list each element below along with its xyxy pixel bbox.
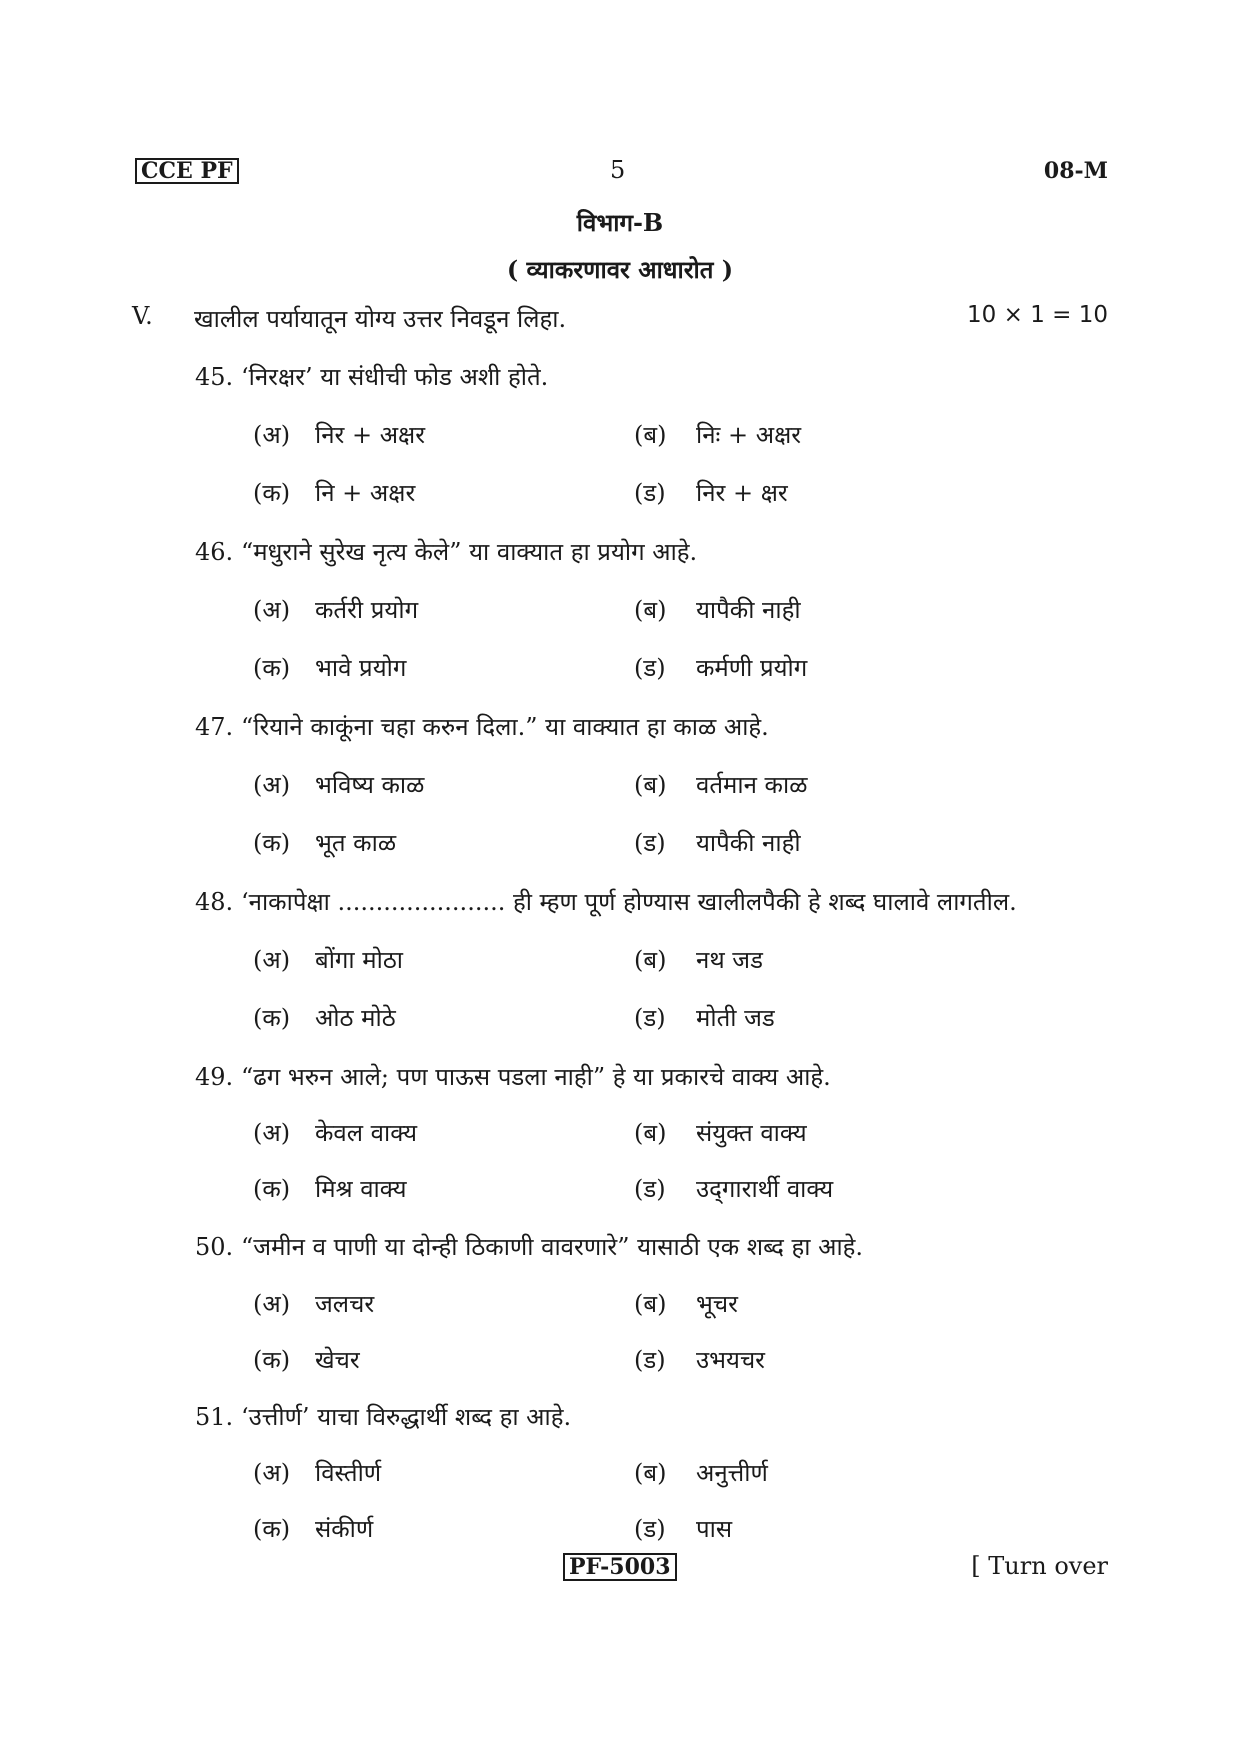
question-number: 45.	[195, 363, 234, 391]
option-label: (अ)	[253, 421, 291, 449]
instruction-text: खालील पर्यायातून योग्य उत्तर निवडून लिहा.	[194, 305, 567, 333]
option-text: नि + अक्षर	[315, 479, 416, 507]
question	[195, 1400, 571, 1433]
option-label: (ब)	[634, 1119, 667, 1147]
option-text: ओठ मोठे	[315, 1004, 396, 1032]
option-text: खेचर	[315, 1346, 360, 1374]
option-d	[634, 1512, 732, 1545]
option-text: निर + क्षर	[696, 479, 788, 507]
question	[195, 885, 1017, 918]
option-c	[253, 1172, 407, 1205]
option-b	[634, 418, 801, 451]
option-c	[253, 1343, 360, 1376]
option-label: (ब)	[634, 1459, 667, 1487]
question-text: “जमीन व पाणी या दोन्ही ठिकाणी वावरणारे” यासाठी एक शब्द हा आहे.	[241, 1233, 863, 1261]
option-a	[253, 1287, 374, 1320]
option-label: (अ)	[253, 771, 291, 799]
question	[195, 535, 697, 568]
option-d	[634, 651, 807, 684]
option-d	[634, 1001, 775, 1034]
option-label: (ब)	[634, 946, 667, 974]
question	[195, 710, 769, 743]
subject-code: 08-M	[1043, 158, 1108, 184]
option-label: (ड)	[634, 1004, 666, 1032]
option-d	[634, 1343, 765, 1376]
option-text: भूचर	[696, 1290, 738, 1318]
question-number: 49.	[195, 1063, 234, 1091]
option-label: (क)	[253, 829, 291, 857]
option-text: निः + अक्षर	[696, 421, 802, 449]
option-d	[634, 476, 788, 509]
option-text: केवल वाक्य	[315, 1119, 417, 1147]
option-label: (क)	[253, 654, 291, 682]
option-c	[253, 1512, 373, 1545]
option-label: (क)	[253, 1004, 291, 1032]
option-text: यापैकी नाही	[696, 596, 801, 624]
option-text: संकीर्ण	[315, 1515, 374, 1543]
section-subtitle: ( व्याकरणावर आधारोत )	[506, 255, 734, 284]
option-b	[634, 943, 763, 976]
option-text: निर + अक्षर	[315, 421, 426, 449]
option-text: विस्तीर्ण	[315, 1459, 382, 1487]
option-text: मिश्र वाक्य	[315, 1175, 407, 1203]
option-text: उद्‌गारार्थी वाक्य	[696, 1175, 834, 1203]
option-c	[253, 1001, 396, 1034]
option-label: (क)	[253, 1346, 291, 1374]
option-text: मोती जड	[696, 1004, 775, 1032]
option-a	[253, 593, 418, 626]
option-c	[253, 651, 406, 684]
option-label: (ड)	[634, 654, 666, 682]
option-label: (अ)	[253, 1290, 291, 1318]
option-label: (ड)	[634, 1175, 666, 1203]
option-label: (अ)	[253, 946, 291, 974]
option-label: (क)	[253, 479, 291, 507]
question-text: “मधुराने सुरेख नृत्य केले” या वाक्यात हा प्रयोग आहे.	[241, 538, 698, 566]
option-a	[253, 1456, 381, 1489]
footer-paper-code: PF-5003	[563, 1553, 677, 1581]
option-label: (क)	[253, 1175, 291, 1203]
option-c	[253, 826, 396, 859]
option-b	[634, 593, 801, 626]
question-number: 46.	[195, 538, 234, 566]
option-text: नथ जड	[696, 946, 763, 974]
option-label: (ब)	[634, 421, 667, 449]
option-a	[253, 768, 424, 801]
option-text: कर्मणी प्रयोग	[696, 654, 808, 682]
option-b	[634, 768, 807, 801]
question-number: 48.	[195, 888, 234, 916]
option-text: अनुत्तीर्ण	[696, 1459, 768, 1487]
option-text: पास	[696, 1515, 733, 1543]
option-b	[634, 1116, 807, 1149]
question	[195, 1230, 863, 1263]
option-a	[253, 943, 403, 976]
question-number: 51.	[195, 1403, 234, 1431]
question-text: “रियाने काकूंना चहा करुन दिला.” या वाक्यात हा काळ आहे.	[241, 713, 769, 741]
option-text: भूत काळ	[315, 829, 397, 857]
option-text: उभयचर	[696, 1346, 765, 1374]
question-text: “ढग भरुन आले; पण पाऊस पडला नाही” हे या प्रकारचे वाक्य आहे.	[241, 1063, 831, 1091]
option-text: संयुक्त वाक्य	[696, 1119, 807, 1147]
page-number: 5	[610, 156, 626, 184]
question	[195, 1060, 831, 1093]
question-number: 47.	[195, 713, 234, 741]
question	[195, 360, 548, 393]
option-label: (ब)	[634, 771, 667, 799]
option-b	[634, 1287, 738, 1320]
section-title: विभाग-B	[576, 208, 664, 237]
option-label: (ड)	[634, 829, 666, 857]
option-b	[634, 1456, 768, 1489]
option-d	[634, 826, 801, 859]
option-text: जलचर	[315, 1290, 375, 1318]
option-d	[634, 1172, 833, 1205]
option-a	[253, 1116, 417, 1149]
question-text: ‘नाकापेक्षा ...................... ही म्हण पूर्ण होण्यास खालीलपैकी हे शब्द घालावे लागतील.	[241, 888, 1017, 916]
option-text: वर्तमान काळ	[696, 771, 808, 799]
option-text: भविष्य काळ	[315, 771, 425, 799]
option-label: (ब)	[634, 1290, 667, 1318]
option-label: (अ)	[253, 596, 291, 624]
turn-over-note: [ Turn over	[971, 1552, 1108, 1580]
question-text: ‘उत्तीर्ण’ याचा विरुद्धार्थी शब्द हा आहे.	[241, 1403, 572, 1431]
option-c	[253, 476, 415, 509]
option-label: (ड)	[634, 1515, 666, 1543]
option-label: (अ)	[253, 1459, 291, 1487]
option-label: (अ)	[253, 1119, 291, 1147]
option-text: यापैकी नाही	[696, 829, 801, 857]
option-label: (ड)	[634, 1346, 666, 1374]
question-number: 50.	[195, 1233, 234, 1261]
option-text: बोंगा मोठा	[315, 946, 404, 974]
instruction-number: V.	[132, 302, 153, 330]
option-label: (ड)	[634, 479, 666, 507]
option-text: कर्तरी प्रयोग	[315, 596, 419, 624]
question-text: ‘निरक्षर’ या संधीची फोड अशी होते.	[241, 363, 549, 391]
instruction-marks: 10 × 1 = 10	[967, 302, 1108, 328]
option-a	[253, 418, 425, 451]
option-label: (ब)	[634, 596, 667, 624]
option-label: (क)	[253, 1515, 291, 1543]
option-text: भावे प्रयोग	[315, 654, 407, 682]
paper-code-box: CCE PF	[135, 158, 239, 184]
